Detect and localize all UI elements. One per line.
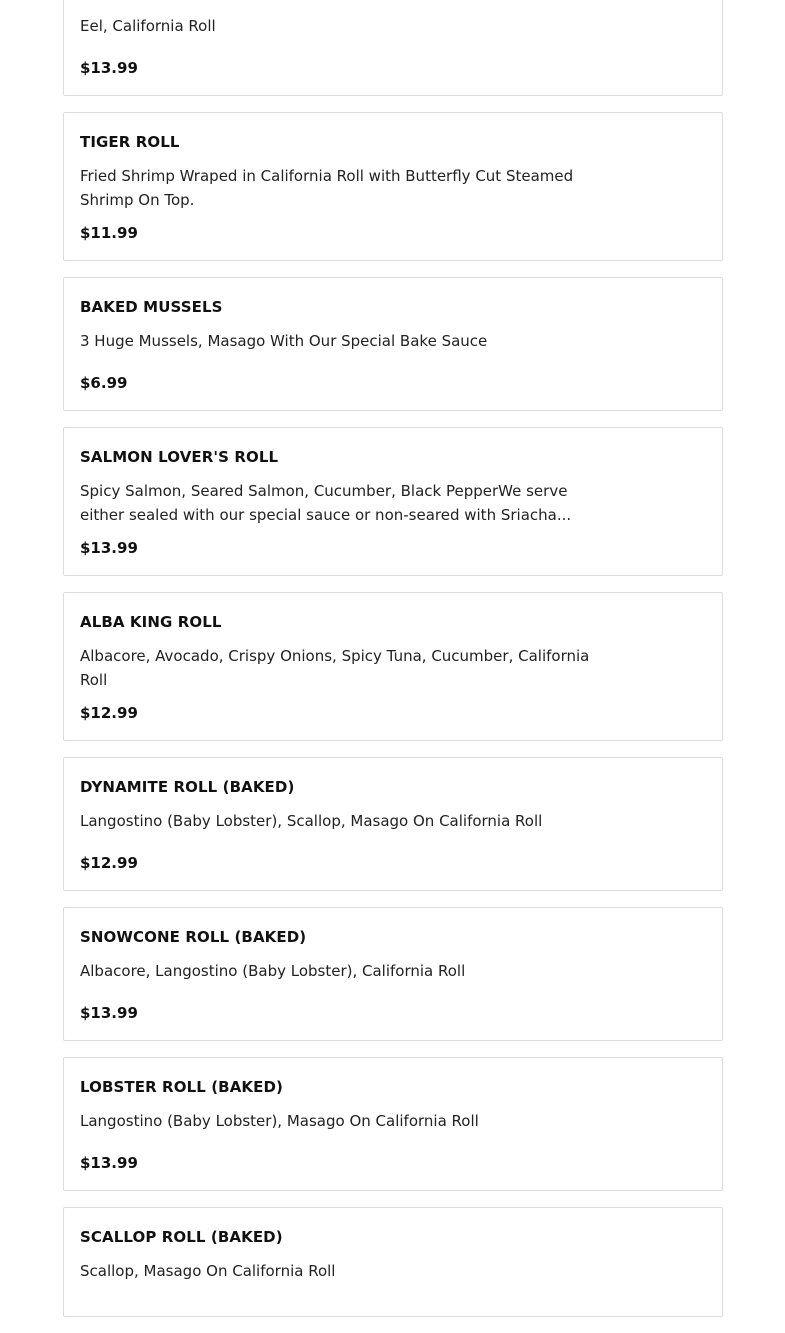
menu-item-price: $6.99 — [80, 374, 128, 392]
menu-item-description: Langostino (Baby Lobster), Masago On California Roll — [80, 1112, 479, 1130]
menu-item-name: ALBA KING ROLL — [80, 613, 222, 631]
menu-item-price: $12.99 — [80, 704, 138, 722]
menu-item-description: Langostino (Baby Lobster), Scallop, Masago On California Roll — [80, 812, 543, 830]
menu-item-card[interactable] — [63, 112, 723, 261]
menu-item-price: $11.99 — [80, 224, 138, 242]
menu-item-card[interactable] — [63, 427, 723, 576]
menu-item-description: Albacore, Avocado, Crispy Onions, Spicy Tuna, Cucumber, California Roll — [80, 647, 590, 689]
menu-item-description: Fried Shrimp Wraped in California Roll with Butterfly Cut Steamed Shrimp On Top. — [80, 167, 574, 209]
menu-item-name: SALMON LOVER'S ROLL — [80, 448, 279, 466]
menu-item-description: 3 Huge Mussels, Masago With Our Special Bake Sauce — [80, 332, 488, 350]
menu-item-price: $12.99 — [80, 854, 138, 872]
menu-item-card[interactable] — [63, 757, 723, 891]
menu-item-description: Scallop, Masago On California Roll — [80, 1262, 336, 1280]
menu-item-price: $13.99 — [80, 1154, 138, 1172]
menu-item-card[interactable] — [63, 277, 723, 411]
menu-item-name — [80, 0, 706, 2]
menu-item-name: LOBSTER ROLL (BAKED) — [80, 1078, 283, 1096]
menu-item-card[interactable] — [63, 592, 723, 741]
menu-item-price: $13.99 — [80, 539, 138, 557]
menu-item-name: SNOWCONE ROLL (BAKED) — [80, 928, 307, 946]
menu-item-list — [63, 0, 723, 1333]
menu-item-card[interactable] — [63, 1207, 723, 1317]
menu-item-price: $13.99 — [80, 59, 138, 77]
menu-item-name: SCALLOP ROLL (BAKED) — [80, 1228, 283, 1246]
menu-item-price: $13.99 — [80, 1004, 138, 1022]
menu-item-name: DYNAMITE ROLL (BAKED) — [80, 778, 295, 796]
menu-item-name: TIGER ROLL — [80, 133, 180, 151]
menu-item-card[interactable] — [63, 1057, 723, 1191]
menu-item-description: Eel, California Roll — [80, 17, 216, 35]
menu-item-description: Albacore, Langostino (Baby Lobster), California Roll — [80, 962, 466, 980]
menu-item-card[interactable] — [63, 907, 723, 1041]
menu-item-description: Spicy Salmon, Seared Salmon, Cucumber, Black PepperWe serve either sealed with our special sauce or non-seared with Sriacha... — [80, 482, 572, 524]
menu-item-name: BAKED MUSSELS — [80, 298, 223, 316]
menu-item-card[interactable] — [63, 0, 723, 96]
